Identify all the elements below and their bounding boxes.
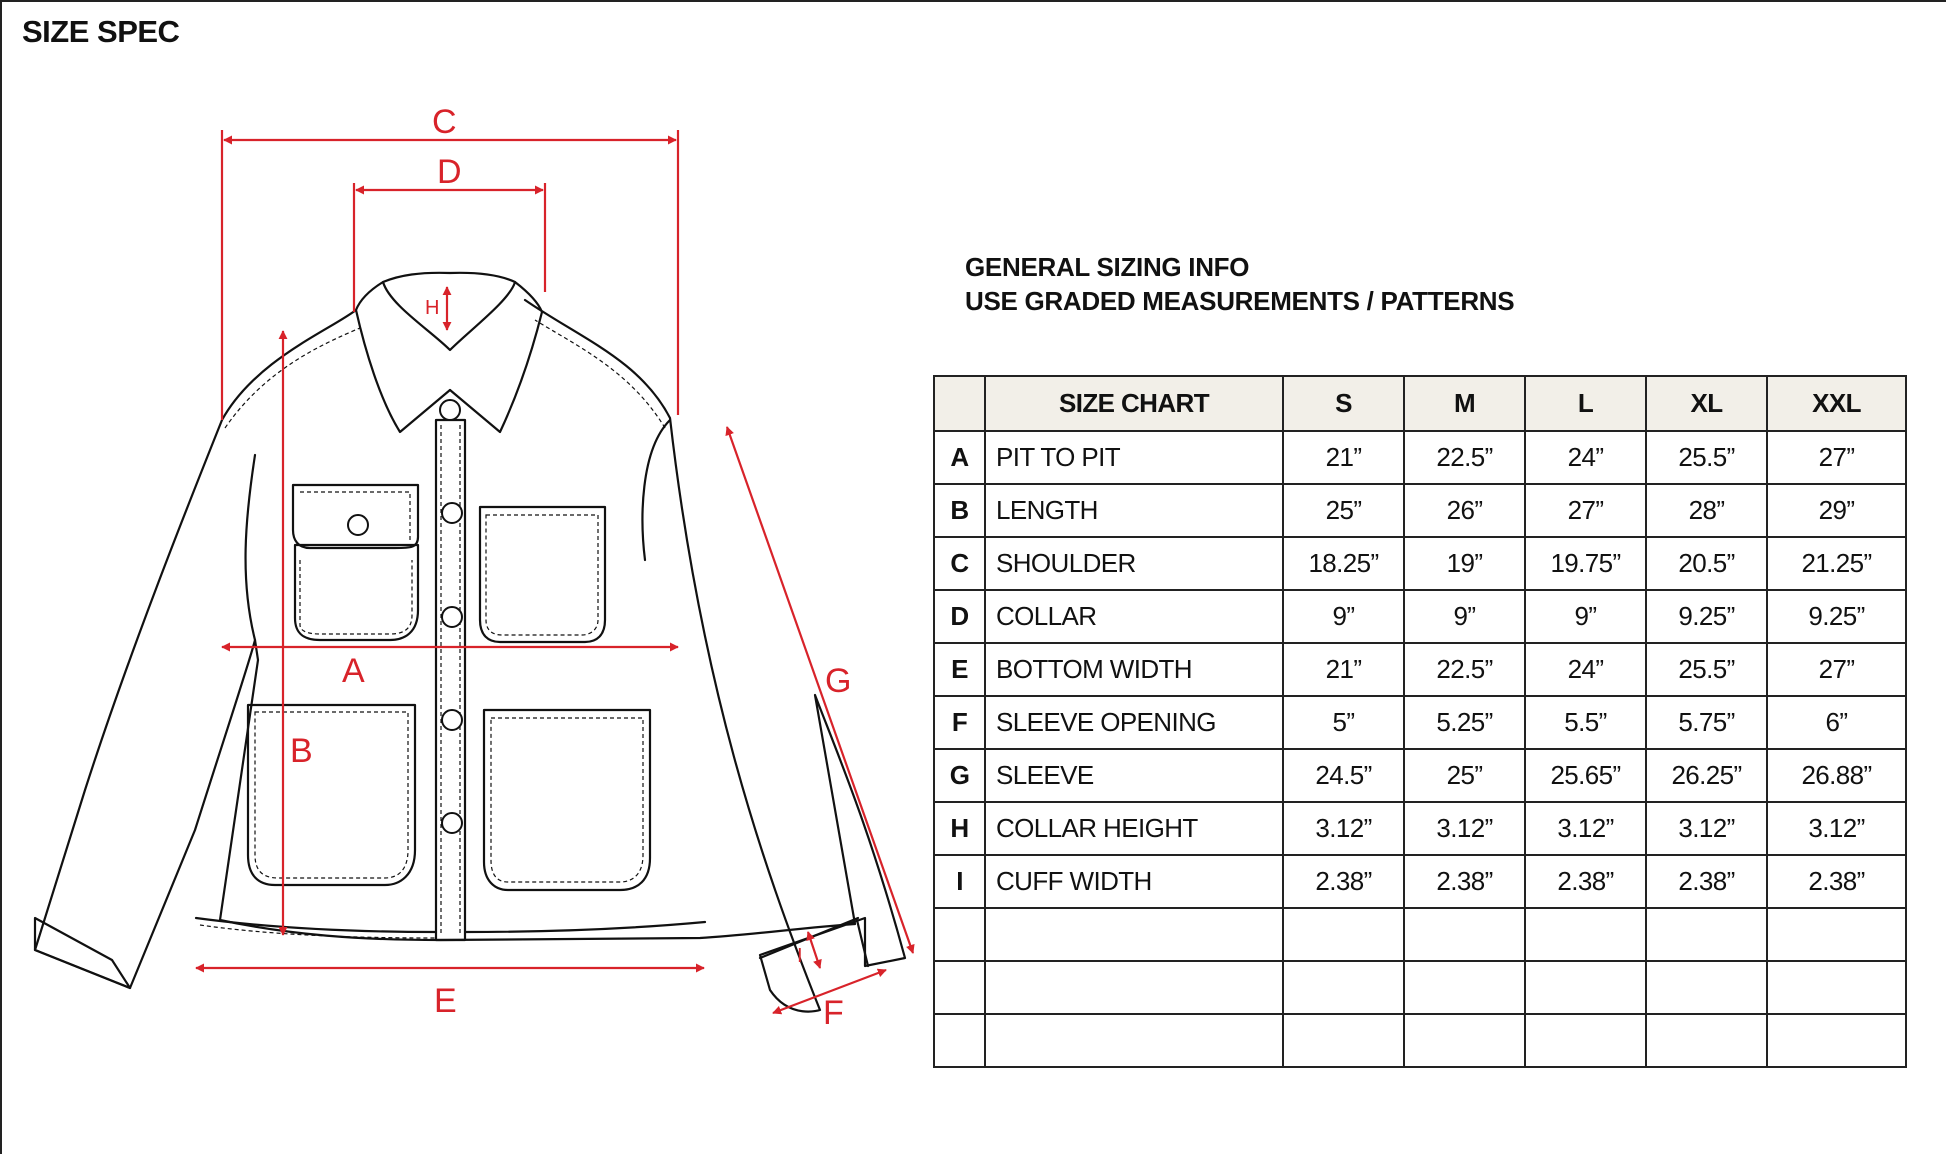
table-row <box>934 802 1906 855</box>
measure-value: 29” <box>1767 484 1906 537</box>
measure-code: C <box>934 537 985 590</box>
button-icon <box>442 813 462 833</box>
table-row <box>934 749 1906 802</box>
size-header: M <box>1404 376 1525 431</box>
size-chart-body <box>934 431 1906 1067</box>
empty-row <box>934 908 1906 961</box>
measure-name: BOTTOM WIDTH <box>985 643 1283 696</box>
measure-value: 28” <box>1646 484 1767 537</box>
measure-value: 9.25” <box>1767 590 1906 643</box>
measure-value: 25” <box>1283 484 1404 537</box>
measure-value: 2.38” <box>1646 855 1767 908</box>
measure-code: H <box>934 802 985 855</box>
measure-value: 5” <box>1283 696 1404 749</box>
measure-value: 26.88” <box>1767 749 1906 802</box>
measure-code: I <box>934 855 985 908</box>
empty-cell <box>1525 1014 1646 1067</box>
measure-value: 24.5” <box>1283 749 1404 802</box>
sizing-info-line-1: GENERAL SIZING INFO <box>965 252 1250 282</box>
empty-cell <box>1404 1014 1525 1067</box>
measure-value: 9” <box>1283 590 1404 643</box>
empty-cell <box>934 961 985 1014</box>
dim-label-d: D <box>437 153 462 191</box>
empty-cell <box>1404 908 1525 961</box>
empty-cell <box>1525 908 1646 961</box>
measure-value: 21.25” <box>1767 537 1906 590</box>
measure-value: 25.5” <box>1646 643 1767 696</box>
measure-code: F <box>934 696 985 749</box>
measure-value: 5.25” <box>1404 696 1525 749</box>
measure-value: 27” <box>1767 643 1906 696</box>
button-icon <box>442 607 462 627</box>
jacket-outline <box>35 273 905 1012</box>
measure-value: 20.5” <box>1646 537 1767 590</box>
measure-name: CUFF WIDTH <box>985 855 1283 908</box>
measure-value: 2.38” <box>1767 855 1906 908</box>
empty-cell <box>985 908 1283 961</box>
measure-value: 2.38” <box>1525 855 1646 908</box>
sizing-info-line-2: USE GRADED MEASUREMENTS / PATTERNS <box>965 286 1515 316</box>
measure-value: 9.25” <box>1646 590 1767 643</box>
measure-value: 5.5” <box>1525 696 1646 749</box>
measure-value: 3.12” <box>1767 802 1906 855</box>
empty-row <box>934 1014 1906 1067</box>
empty-cell <box>1646 961 1767 1014</box>
dim-label-g: G <box>825 662 852 700</box>
dim-label-b: B <box>290 732 313 770</box>
empty-cell <box>1283 961 1404 1014</box>
measure-code: B <box>934 484 985 537</box>
button-icon <box>442 503 462 523</box>
table-row <box>934 590 1906 643</box>
header-code-cell <box>934 376 985 431</box>
buttons <box>348 400 462 833</box>
empty-cell <box>934 1014 985 1067</box>
measure-value: 9” <box>1525 590 1646 643</box>
table-row <box>934 696 1906 749</box>
measure-name: SLEEVE <box>985 749 1283 802</box>
dimension-lines <box>196 130 913 1013</box>
measure-value: 19” <box>1404 537 1525 590</box>
measure-name: COLLAR <box>985 590 1283 643</box>
dim-label-a: A <box>342 652 365 690</box>
measure-value: 18.25” <box>1283 537 1404 590</box>
measure-code: G <box>934 749 985 802</box>
measure-value: 3.12” <box>1283 802 1404 855</box>
measure-value: 3.12” <box>1646 802 1767 855</box>
button-icon <box>442 710 462 730</box>
measure-code: D <box>934 590 985 643</box>
measure-name: PIT TO PIT <box>985 431 1283 484</box>
measure-value: 25.65” <box>1525 749 1646 802</box>
table-row <box>934 484 1906 537</box>
empty-cell <box>1646 1014 1767 1067</box>
measure-value: 6” <box>1767 696 1906 749</box>
dim-label-f: F <box>823 994 844 1032</box>
measure-name: LENGTH <box>985 484 1283 537</box>
stitching <box>200 320 665 938</box>
size-header: S <box>1283 376 1404 431</box>
dim-label-e: E <box>434 982 457 1020</box>
measure-value: 25.5” <box>1646 431 1767 484</box>
measure-value: 3.12” <box>1404 802 1525 855</box>
measure-value: 26” <box>1404 484 1525 537</box>
measure-name: SLEEVE OPENING <box>985 696 1283 749</box>
size-header: XXL <box>1767 376 1906 431</box>
empty-cell <box>1283 1014 1404 1067</box>
measure-value: 19.75” <box>1525 537 1646 590</box>
measure-value: 21” <box>1283 643 1404 696</box>
empty-cell <box>1283 908 1404 961</box>
table-row <box>934 431 1906 484</box>
measure-value: 27” <box>1767 431 1906 484</box>
measure-code: E <box>934 643 985 696</box>
measure-value: 25” <box>1404 749 1525 802</box>
measure-value: 2.38” <box>1283 855 1404 908</box>
size-chart-table <box>933 375 1907 1068</box>
dim-label-c: C <box>432 103 457 141</box>
size-chart-header-row <box>934 376 1906 431</box>
measure-value: 26.25” <box>1646 749 1767 802</box>
empty-cell <box>934 908 985 961</box>
sizing-info <box>965 250 1514 318</box>
table-row <box>934 537 1906 590</box>
empty-cell <box>985 1014 1283 1067</box>
button-icon <box>440 400 460 420</box>
empty-cell <box>1767 1014 1906 1067</box>
empty-cell <box>1646 908 1767 961</box>
page-title: SIZE SPEC <box>22 14 180 49</box>
table-row <box>934 643 1906 696</box>
measure-value: 24” <box>1525 643 1646 696</box>
empty-cell <box>1525 961 1646 1014</box>
empty-row <box>934 961 1906 1014</box>
measure-value: 5.75” <box>1646 696 1767 749</box>
dim-label-h: H <box>425 297 440 319</box>
size-header: XL <box>1646 376 1767 431</box>
measure-value: 2.38” <box>1404 855 1525 908</box>
measure-value: 27” <box>1525 484 1646 537</box>
measure-name: SHOULDER <box>985 537 1283 590</box>
pocket-button-icon <box>348 515 368 535</box>
measure-value: 21” <box>1283 431 1404 484</box>
size-chart-label: SIZE CHART <box>985 376 1283 431</box>
measure-value: 22.5” <box>1404 431 1525 484</box>
empty-cell <box>1767 961 1906 1014</box>
dim-label-i: I <box>797 945 803 967</box>
empty-cell <box>1767 908 1906 961</box>
measure-code: A <box>934 431 985 484</box>
size-header: L <box>1525 376 1646 431</box>
measure-value: 3.12” <box>1525 802 1646 855</box>
empty-cell <box>1404 961 1525 1014</box>
measure-name: COLLAR HEIGHT <box>985 802 1283 855</box>
measure-value: 22.5” <box>1404 643 1525 696</box>
measure-value: 9” <box>1404 590 1525 643</box>
table-row <box>934 855 1906 908</box>
measure-value: 24” <box>1525 431 1646 484</box>
dimension-labels <box>290 103 851 1032</box>
empty-cell <box>985 961 1283 1014</box>
